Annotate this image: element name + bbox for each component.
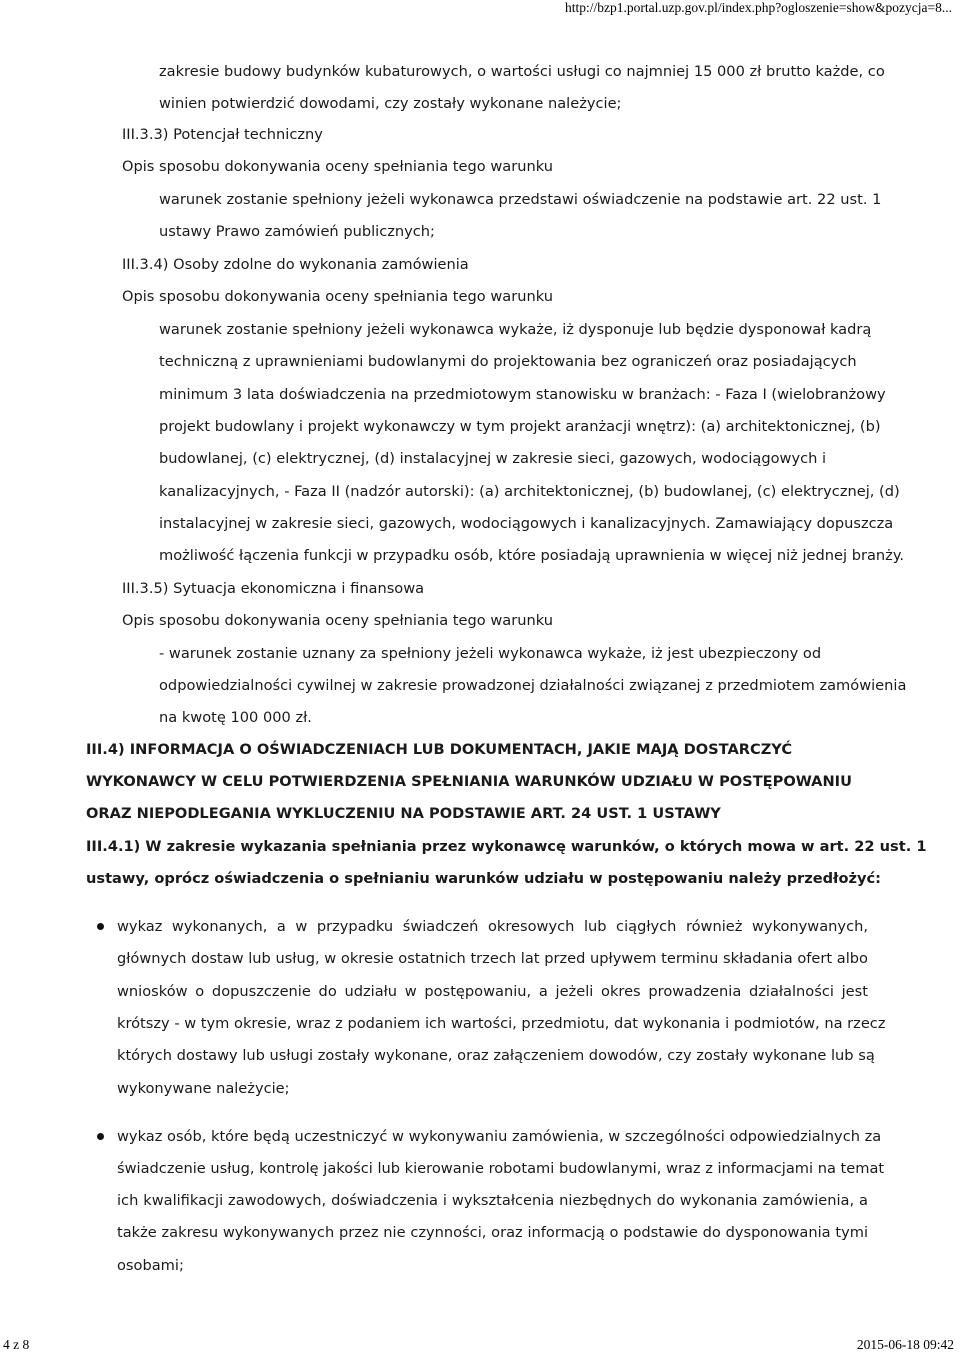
section-heading-bold: ORAZ NIEPODLEGANIA WYKLUCZENIU NA PODSTAWIE ART. 24 UST. 1 USTAWY: [86, 805, 721, 822]
list-item-line: wniosków o dopuszczenie do udziału w postępowaniu, a jeżeli okres prowadzenia działalności jest: [117, 983, 868, 1000]
list-item-line: ich kwalifikacji zawodowych, doświadczenia i wykształcenia niezbędnych do wykonania zamówienia, a: [117, 1192, 868, 1209]
text-line: możliwość łączenia funkcji w przypadku osób, które posiadają uprawnienia w więcej niż jednej branży.: [159, 547, 905, 564]
text-line: techniczną z uprawnieniami budowlanymi do projektowania bez ograniczeń oraz posiadających: [159, 353, 857, 370]
section-heading-bold: WYKONAWCY W CELU POTWIERDZENIA SPEŁNIANIA WARUNKÓW UDZIAŁU W POSTĘPOWANIU: [86, 773, 852, 790]
page-url-header: http://bzp1.portal.uzp.gov.pl/index.php?ogloszenie=show&pozycja=8...: [564, 0, 952, 15]
print-timestamp: 2015-06-18 09:42: [856, 1337, 954, 1352]
subsection-label: Opis sposobu dokonywania oceny spełniania tego warunku: [122, 158, 553, 175]
page-footer: [0, 1337, 960, 1353]
text-line: minimum 3 lata doświadczenia na przedmiotowym stanowisku w branżach: - Faza I (wielobranżowy: [159, 386, 886, 403]
text-line: instalacyjnej w zakresie sieci, gazowych, wodociągowych i kanalizacyjnych. Zamawiający dopuszcza: [159, 515, 894, 532]
text-line: projekt budowlany i projekt wykonawczy w tym projekt aranżacji wnętrz): (a) architektonicznej, (b): [159, 418, 881, 435]
list-item-line: krótszy - w tym okresie, wraz z podaniem ich wartości, przedmiotu, dat wykonania i podmiotów, na rzecz: [117, 1015, 886, 1032]
list-item-line: osobami;: [117, 1257, 184, 1274]
bullet-icon: [97, 1133, 104, 1140]
section-heading: III.3.3) Potencjał techniczny: [122, 126, 323, 143]
list-item-line: także zakresu wykonywanych przez nie czynności, oraz informacją o podstawie do dysponowania tymi: [117, 1224, 868, 1241]
text-line: budowlanej, (c) elektrycznej, (d) instalacyjnej w zakresie sieci, gazowych, wodociągowych i: [159, 450, 827, 467]
list-item-line: wykaz osób, które będą uczestniczyć w wykonywaniu zamówienia, w szczególności odpowiedzialnych za: [117, 1128, 882, 1145]
section-heading-bold: ustawy, oprócz oświadczenia o spełnianiu warunków udziału w postępowaniu należy przedłożyć:: [86, 870, 881, 887]
subsection-label: Opis sposobu dokonywania oceny spełniania tego warunku: [122, 288, 553, 305]
text-line: winien potwierdzić dowodami, czy zostały wykonane należycie;: [159, 95, 622, 112]
text-line: warunek zostanie spełniony jeżeli wykonawca przedstawi oświadczenie na podstawie art. 22 ust. 1: [159, 191, 882, 208]
text-line: kanalizacyjnych, - Faza II (nadzór autorski): (a) architektonicznej, (b) budowlanej, (c) elektrycznej, (d): [159, 483, 900, 500]
list-item-line: wykaz wykonanych, a w przypadku świadczeń okresowych lub ciągłych również wykonywanych,: [117, 918, 868, 935]
text-line: ustawy Prawo zamówień publicznych;: [159, 223, 435, 240]
list-item-line: wykonywane należycie;: [117, 1080, 290, 1097]
text-line: odpowiedzialności cywilnej w zakresie prowadzonej działalności związanej z przedmiotem zamówienia: [159, 677, 907, 694]
section-heading-bold: III.4.1) W zakresie wykazania spełniania przez wykonawcę warunków, o których mowa w art. 22 ust. 1: [86, 838, 927, 855]
section-heading: III.3.4) Osoby zdolne do wykonania zamówienia: [122, 256, 469, 273]
section-heading-bold: III.4) INFORMACJA O OŚWIADCZENIACH LUB DOKUMENTACH, JAKIE MAJĄ DOSTARCZYĆ: [86, 741, 793, 758]
section-heading: III.3.5) Sytuacja ekonomiczna i finansowa: [122, 580, 425, 597]
text-line: na kwotę 100 000 zł.: [159, 709, 312, 726]
list-item-line: świadczenie usług, kontrolę jakości lub kierowanie robotami budowlanymi, wraz z informacjami na temat: [117, 1160, 885, 1177]
page-number: 4 z 8: [3, 1337, 30, 1352]
text-line: warunek zostanie spełniony jeżeli wykonawca wykaże, iż dysponuje lub będzie dysponował kadrą: [159, 321, 872, 338]
list-item-line: których dostawy lub usługi zostały wykonane, oraz załączeniem dowodów, czy zostały wykonane lub są: [117, 1047, 875, 1064]
text-line: zakresie budowy budynków kubaturowych, o wartości usługi co najmniej 15 000 zł brutto każde, co: [159, 63, 885, 80]
text-line: - warunek zostanie uznany za spełniony jeżeli wykonawca wykaże, iż jest ubezpieczony od: [159, 645, 822, 662]
list-item-line: głównych dostaw lub usług, w okresie ostatnich trzech lat przed upływem terminu składania ofert albo: [117, 950, 868, 967]
bullet-icon: [97, 923, 104, 930]
subsection-label: Opis sposobu dokonywania oceny spełniania tego warunku: [122, 612, 553, 629]
